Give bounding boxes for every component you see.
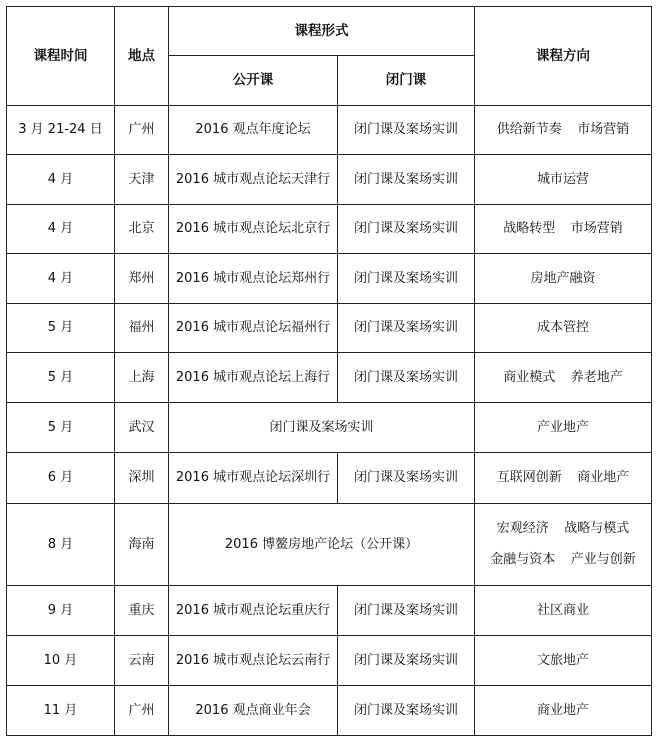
course-schedule-table bbox=[6, 6, 652, 736]
direction-item: 城市运营 bbox=[536, 171, 589, 187]
cell-time: 6 月 bbox=[7, 453, 115, 504]
direction-item: 供给新节奏 bbox=[496, 122, 562, 138]
table-row bbox=[7, 453, 652, 504]
cell-closed: 闭门课及案场实训 bbox=[338, 586, 475, 636]
cell-location: 广州 bbox=[115, 106, 169, 155]
table-row bbox=[7, 155, 652, 205]
table-row bbox=[7, 205, 652, 254]
cell-time: 5 月 bbox=[7, 353, 115, 403]
cell-location: 福州 bbox=[115, 304, 169, 353]
direction-item: 社区商业 bbox=[536, 602, 589, 618]
cell-location: 郑州 bbox=[115, 254, 169, 304]
direction-item: 商业模式 bbox=[503, 369, 556, 385]
cell-time: 4 月 bbox=[7, 205, 115, 254]
cell-direction bbox=[475, 636, 652, 686]
cell-public: 2016 城市观点论坛福州行 bbox=[169, 304, 338, 353]
table-row bbox=[7, 586, 652, 636]
header-closed: 闭门课 bbox=[338, 56, 475, 106]
cell-location: 重庆 bbox=[115, 586, 169, 636]
direction-line bbox=[475, 521, 651, 537]
cell-direction bbox=[475, 106, 652, 155]
cell-direction bbox=[475, 504, 652, 586]
header-direction: 课程方向 bbox=[475, 7, 652, 106]
direction-item: 互联网创新 bbox=[496, 470, 562, 486]
cell-time: 4 月 bbox=[7, 155, 115, 205]
cell-direction bbox=[475, 453, 652, 504]
cell-public: 2016 城市观点论坛重庆行 bbox=[169, 586, 338, 636]
cell-time: 8 月 bbox=[7, 504, 115, 586]
cell-format-merged: 闭门课及案场实训 bbox=[169, 403, 475, 453]
cell-time: 5 月 bbox=[7, 403, 115, 453]
cell-closed: 闭门课及案场实训 bbox=[338, 686, 475, 736]
header-row-top bbox=[7, 7, 652, 56]
table-row bbox=[7, 254, 652, 304]
direction-item: 市场营销 bbox=[577, 122, 630, 138]
cell-public: 2016 城市观点论坛北京行 bbox=[169, 205, 338, 254]
cell-location: 深圳 bbox=[115, 453, 169, 504]
cell-direction bbox=[475, 155, 652, 205]
direction-item: 商业地产 bbox=[536, 702, 589, 718]
table-row bbox=[7, 504, 652, 586]
header-time: 课程时间 bbox=[7, 7, 115, 106]
cell-format-merged: 2016 博鳌房地产论坛（公开课） bbox=[169, 504, 475, 586]
cell-direction bbox=[475, 586, 652, 636]
direction-item: 房地产融资 bbox=[530, 270, 596, 286]
cell-location: 北京 bbox=[115, 205, 169, 254]
cell-closed: 闭门课及案场实训 bbox=[338, 254, 475, 304]
header-format: 课程形式 bbox=[169, 7, 475, 56]
table-row bbox=[7, 353, 652, 403]
cell-public: 2016 城市观点论坛天津行 bbox=[169, 155, 338, 205]
cell-closed: 闭门课及案场实训 bbox=[338, 205, 475, 254]
cell-location: 天津 bbox=[115, 155, 169, 205]
cell-public: 2016 城市观点论坛郑州行 bbox=[169, 254, 338, 304]
header-location: 地点 bbox=[115, 7, 169, 106]
direction-item: 文旅地产 bbox=[536, 652, 589, 668]
cell-direction bbox=[475, 205, 652, 254]
header-public: 公开课 bbox=[169, 56, 338, 106]
cell-closed: 闭门课及案场实训 bbox=[338, 636, 475, 686]
cell-location: 武汉 bbox=[115, 403, 169, 453]
cell-time: 9 月 bbox=[7, 586, 115, 636]
cell-direction bbox=[475, 353, 652, 403]
cell-public: 2016 观点商业年会 bbox=[169, 686, 338, 736]
cell-public: 2016 城市观点论坛云南行 bbox=[169, 636, 338, 686]
cell-location: 云南 bbox=[115, 636, 169, 686]
table-row bbox=[7, 403, 652, 453]
direction-line bbox=[475, 552, 651, 568]
direction-item: 战略与模式 bbox=[564, 521, 630, 537]
cell-time: 5 月 bbox=[7, 304, 115, 353]
cell-time: 11 月 bbox=[7, 686, 115, 736]
direction-item: 商业地产 bbox=[577, 470, 630, 486]
direction-item: 养老地产 bbox=[570, 369, 623, 385]
cell-location: 广州 bbox=[115, 686, 169, 736]
cell-direction bbox=[475, 686, 652, 736]
direction-item: 产业地产 bbox=[536, 419, 589, 435]
table-row bbox=[7, 106, 652, 155]
direction-item: 金融与资本 bbox=[490, 551, 556, 567]
direction-item: 市场营销 bbox=[570, 221, 623, 237]
cell-public: 2016 城市观点论坛深圳行 bbox=[169, 453, 338, 504]
cell-time: 4 月 bbox=[7, 254, 115, 304]
direction-item: 战略转型 bbox=[503, 221, 556, 237]
cell-public: 2016 城市观点论坛上海行 bbox=[169, 353, 338, 403]
cell-closed: 闭门课及案场实训 bbox=[338, 155, 475, 205]
direction-item: 成本管控 bbox=[536, 320, 589, 336]
cell-direction bbox=[475, 304, 652, 353]
cell-time: 10 月 bbox=[7, 636, 115, 686]
direction-item: 产业与创新 bbox=[570, 551, 636, 567]
cell-location: 上海 bbox=[115, 353, 169, 403]
cell-location: 海南 bbox=[115, 504, 169, 586]
cell-closed: 闭门课及案场实训 bbox=[338, 106, 475, 155]
cell-direction bbox=[475, 403, 652, 453]
cell-time: 3 月 21-24 日 bbox=[7, 106, 115, 155]
cell-closed: 闭门课及案场实训 bbox=[338, 353, 475, 403]
cell-public: 2016 观点年度论坛 bbox=[169, 106, 338, 155]
cell-closed: 闭门课及案场实训 bbox=[338, 304, 475, 353]
cell-closed: 闭门课及案场实训 bbox=[338, 453, 475, 504]
table-row bbox=[7, 686, 652, 736]
cell-direction bbox=[475, 254, 652, 304]
table-row bbox=[7, 304, 652, 353]
direction-item: 宏观经济 bbox=[496, 521, 549, 537]
table-row bbox=[7, 636, 652, 686]
